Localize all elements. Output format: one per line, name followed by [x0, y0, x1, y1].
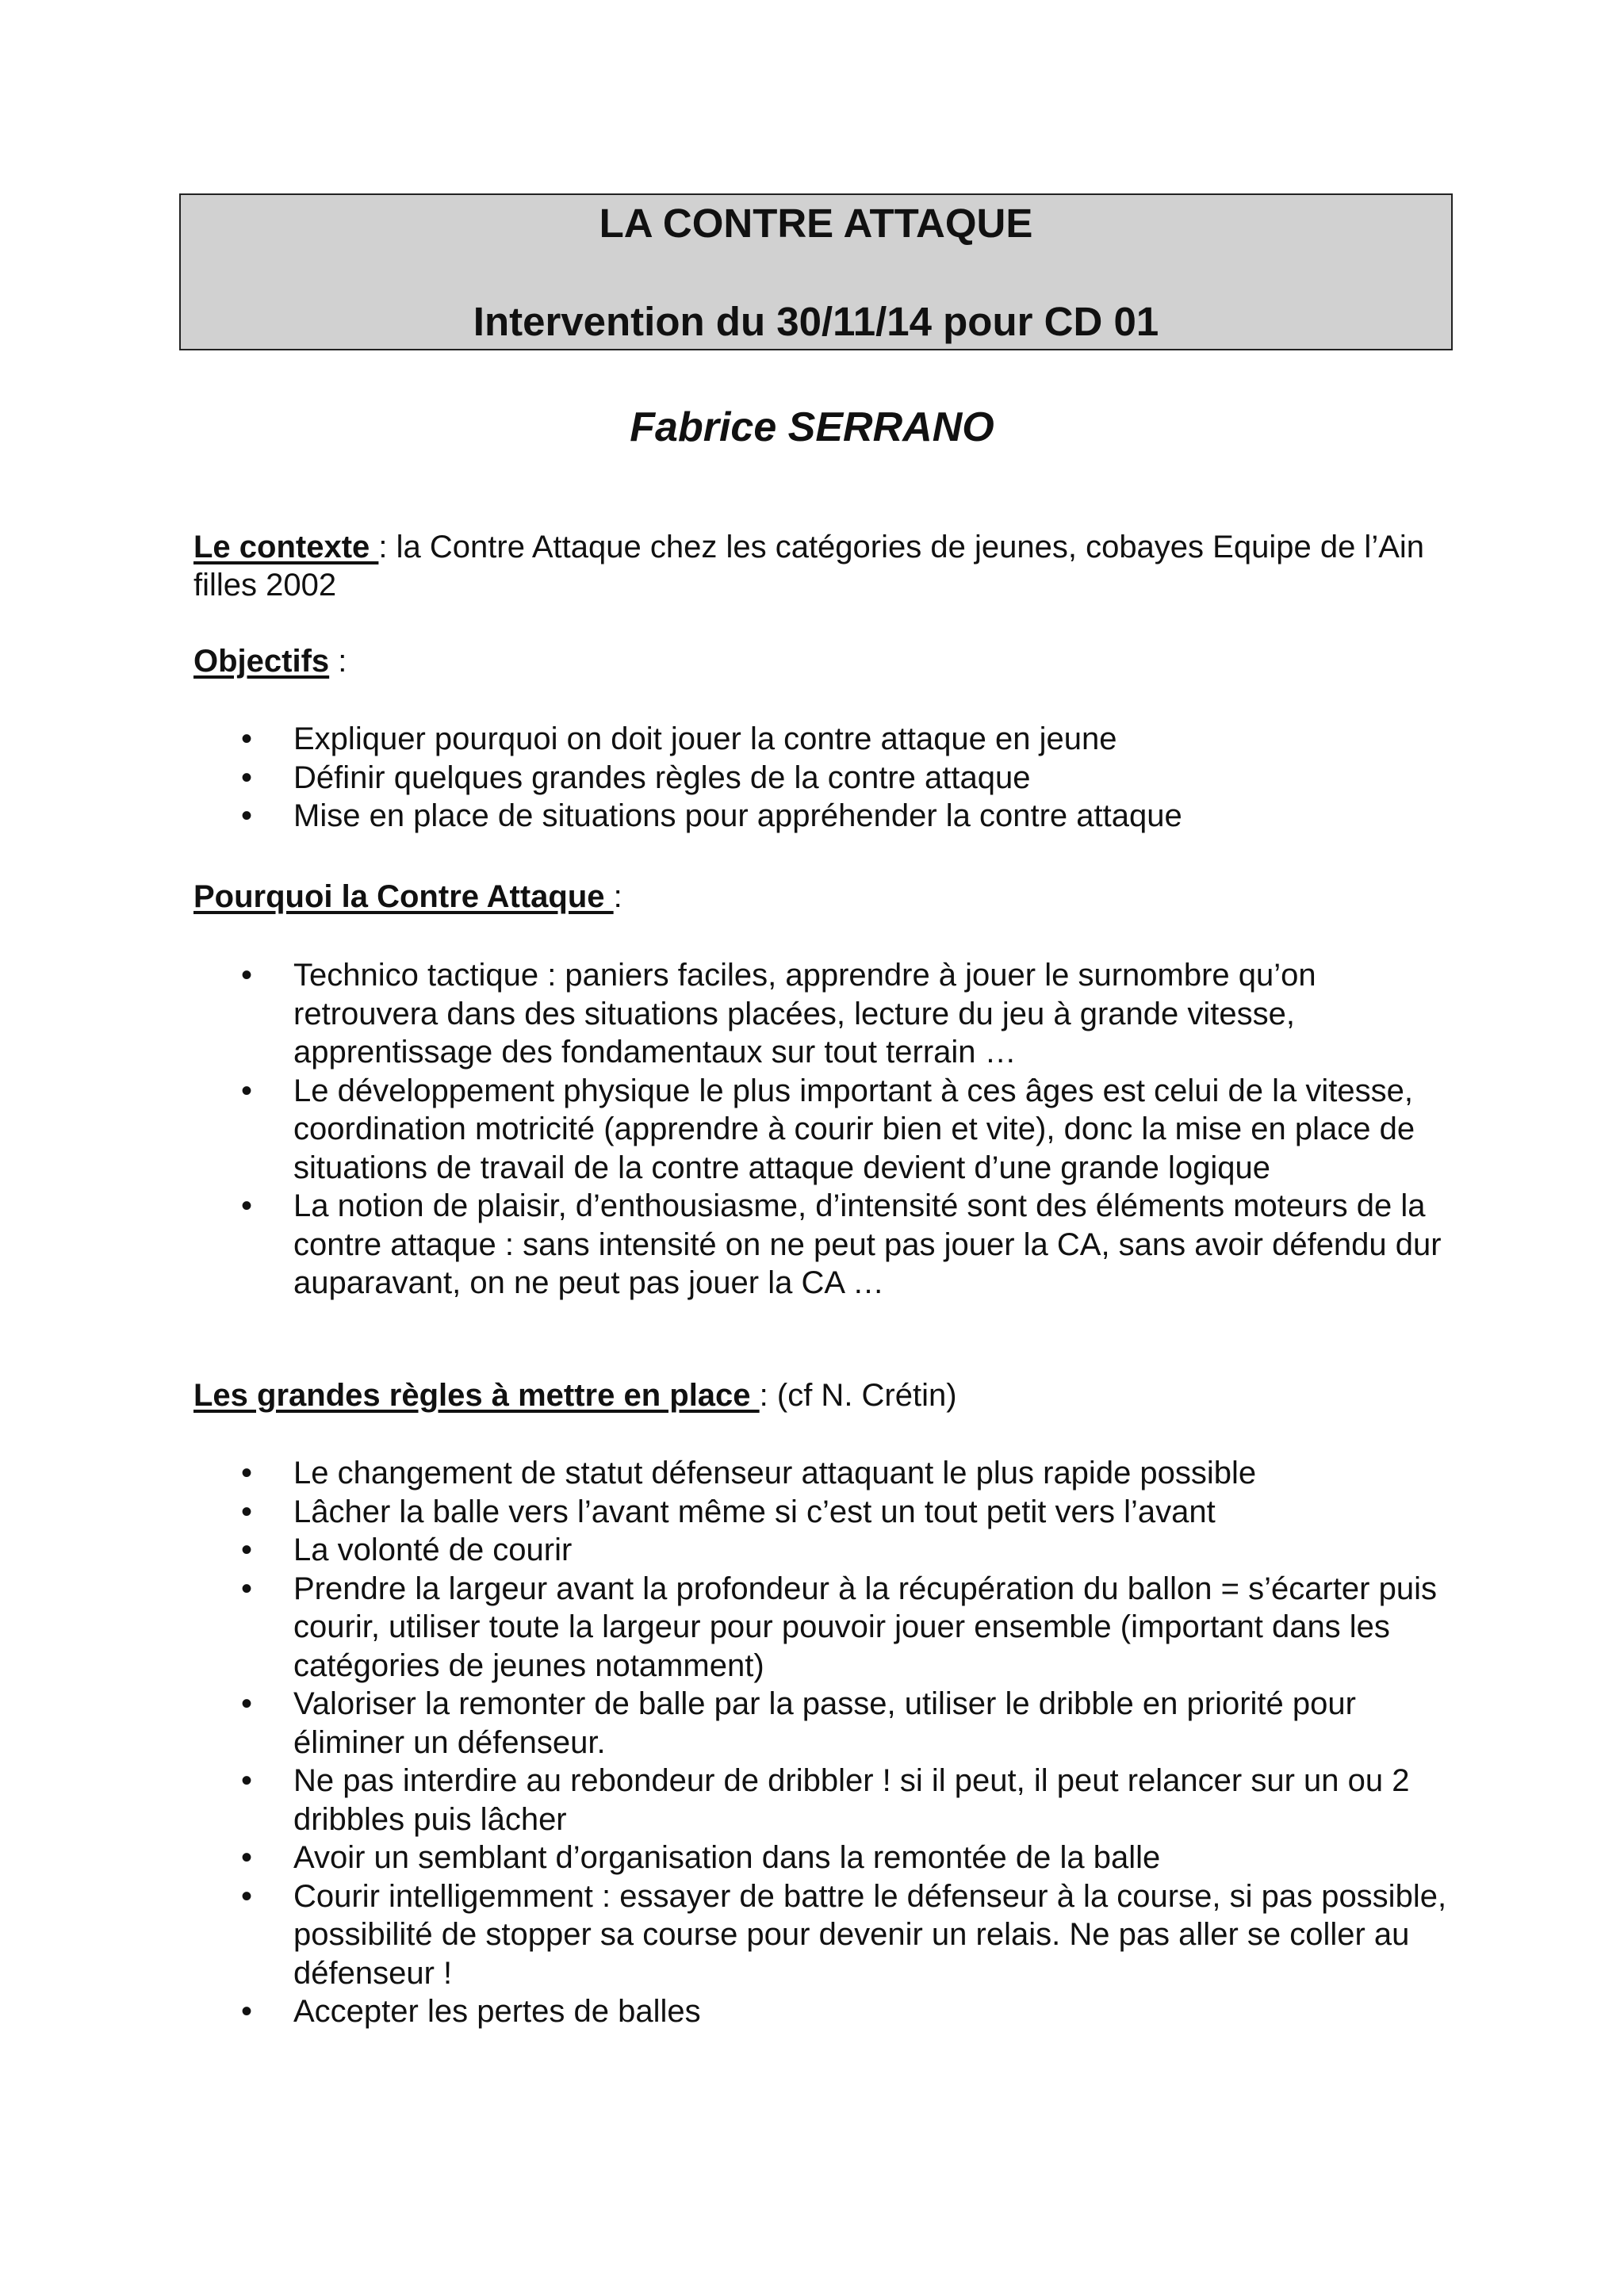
pourquoi-list: [235, 956, 1456, 1303]
contexte-heading: Le contexte: [193, 530, 379, 564]
list-item: • Le développement physique le plus important à ces âges est celui de la vitesse, coordination motricité (apprendre à courir bien et vite), donc la mise en place de situations de travail de la contre attaque devient d’une grande logique: [241, 1073, 1415, 1185]
list-item: • La volonté de courir: [235, 1531, 1456, 1570]
pourquoi-heading: Pourquoi la Contre Attaque: [193, 879, 614, 914]
list-item: • Technico tactique : paniers faciles, apprendre à jouer le surnombre qu’on retrouvera dans des situations placées, lecture du jeu à grande vitesse, apprentissage des fondamentaux sur tout terrain …: [241, 958, 1316, 1070]
objectifs-list: [235, 720, 1456, 836]
list-item: • Lâcher la balle vers l’avant même si c’est un tout petit vers l’avant: [235, 1493, 1456, 1532]
list-item: • Expliquer pourquoi on doit jouer la contre attaque en jeune: [235, 720, 1456, 759]
author-name: Fabrice SERRANO: [630, 404, 994, 450]
list-item: • Mise en place de situations pour appréhender la contre attaque: [235, 797, 1456, 836]
regles-heading: Les grandes règles à mettre en place: [193, 1378, 760, 1413]
bullet-icon: •: [241, 1686, 253, 1721]
list-item: • Valoriser la remonter de balle par la passe, utiliser le dribble en priorité pour éliminer un défenseur.: [241, 1686, 1356, 1760]
bullet-icon: •: [241, 1456, 253, 1490]
section-objectifs-heading: [193, 642, 1454, 680]
bullet-icon: •: [241, 1763, 253, 1798]
section-contexte: [193, 528, 1454, 604]
document-title: LA CONTRE ATTAQUE: [599, 201, 1033, 246]
bullet-icon: •: [241, 1994, 253, 2029]
bullet-icon: •: [241, 798, 253, 833]
bullet-icon: •: [241, 760, 253, 795]
bullet-icon: •: [241, 1073, 253, 1108]
bullet-icon: •: [241, 721, 253, 756]
section-pourquoi-heading: [193, 878, 1454, 916]
bullet-icon: •: [241, 1878, 253, 1914]
objectifs-suffix: :: [329, 644, 347, 679]
list-item: • Avoir un semblant d’organisation dans la remontée de la balle: [235, 1839, 1456, 1877]
list-item: • Accepter les pertes de balles: [235, 1992, 1456, 2031]
bullet-icon: •: [241, 1494, 253, 1529]
pourquoi-suffix: :: [613, 879, 622, 914]
contexte-text: : la Contre Attaque chez les catégories de jeunes, cobayes Equipe de l’Ain filles 2002: [193, 530, 1425, 603]
list-item: • Prendre la largeur avant la profondeur à la récupération du ballon = s’écarter puis courir, utiliser toute la largeur pour pouvoir jouer ensemble (important dans les catégories de jeunes notamment): [241, 1571, 1437, 1683]
list-item: • Ne pas interdire au rebondeur de dribbler ! si il peut, il peut relancer sur un ou 2 dribbles puis lâcher: [241, 1763, 1410, 1837]
bullet-icon: •: [241, 958, 253, 993]
bullet-icon: •: [241, 1533, 253, 1567]
regles-suffix: : (cf N. Crétin): [759, 1378, 957, 1413]
list-item: • Courir intelligemment : essayer de battre le défenseur à la course, si pas possible, possibilité de stopper sa course pour devenir un relais. Ne pas aller se coller au défenseur !: [241, 1878, 1447, 1991]
bullet-icon: •: [241, 1571, 253, 1606]
list-item: • Définir quelques grandes règles de la contre attaque: [235, 759, 1456, 798]
bullet-icon: •: [241, 1840, 253, 1875]
objectifs-heading: Objectifs: [193, 644, 330, 679]
section-regles-heading: [193, 1376, 1454, 1414]
document-subtitle: Intervention du 30/11/14 pour CD 01: [473, 299, 1159, 344]
title-box: [179, 193, 1453, 350]
regles-list: [235, 1454, 1456, 2031]
list-item: • La notion de plaisir, d’enthousiasme, d’intensité sont des éléments moteurs de la contre attaque : sans intensité on ne peut pas jouer la CA, sans avoir défendu dur auparavant, on ne peut pas jouer la CA …: [241, 1188, 1442, 1300]
list-item: • Le changement de statut défenseur attaquant le plus rapide possible: [235, 1454, 1456, 1493]
bullet-icon: •: [241, 1188, 253, 1223]
